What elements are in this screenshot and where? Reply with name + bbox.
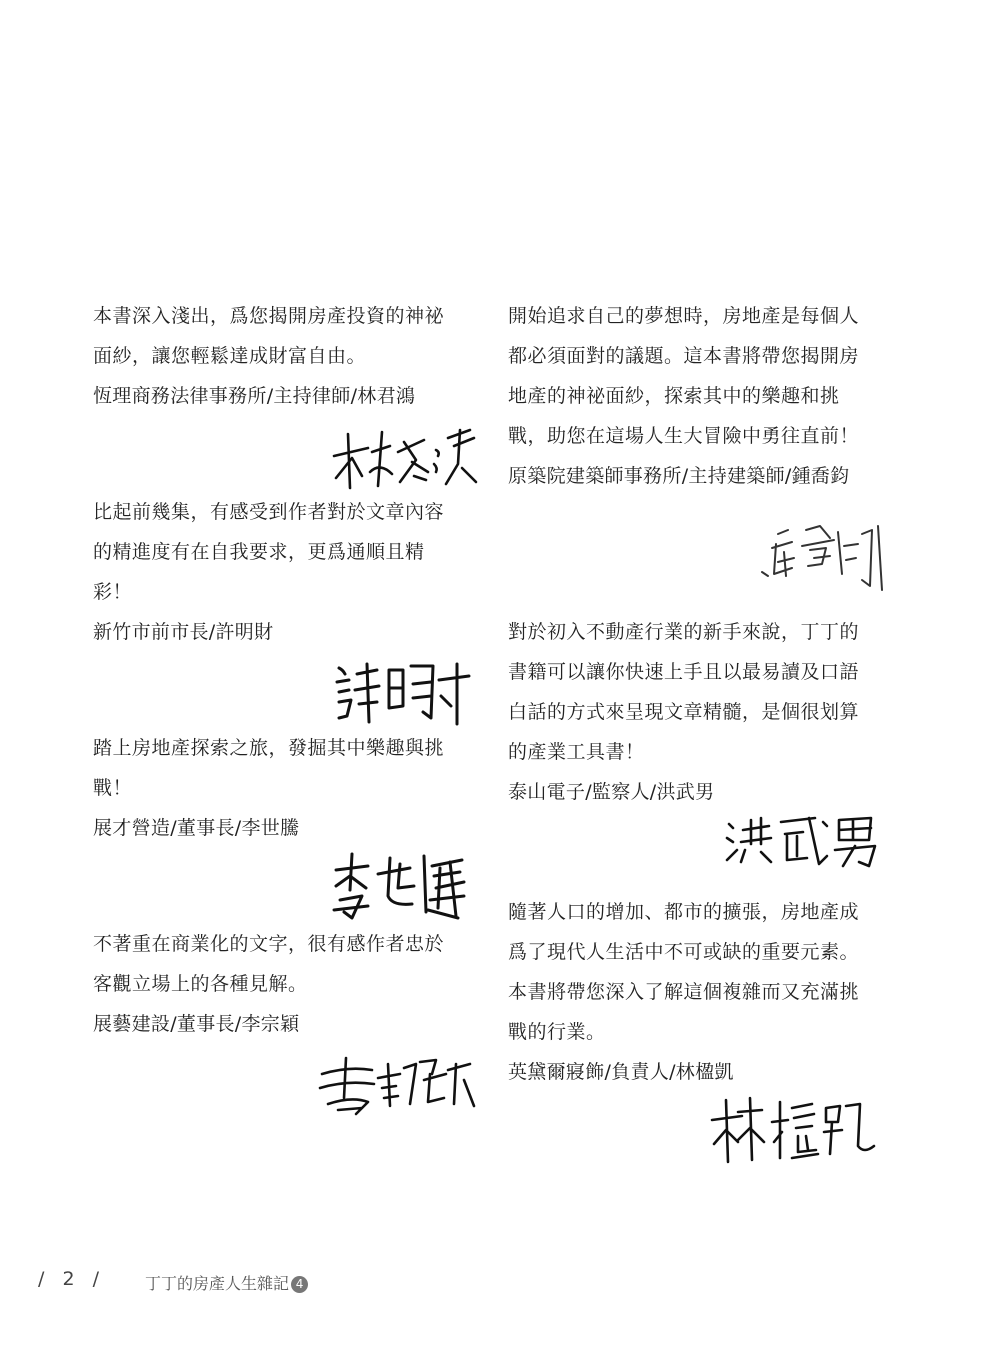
signature-xu-mingcai <box>93 652 473 728</box>
signature-li-shiteng <box>93 848 473 924</box>
signature-graphic <box>328 416 478 492</box>
endorsement-line: 戰的行業。 <box>508 1021 606 1043</box>
endorsement-line: 對於初入不動產行業的新手來說，丁丁的 <box>508 621 860 643</box>
endorsement-line: 爲了現代人生活中不可或缺的重要元素。 <box>508 941 860 963</box>
signature-graphic <box>328 848 468 924</box>
endorsement-attribution: 恆理商務法律事務所/主持律師/林君鴻 <box>93 385 416 407</box>
book-title-text: 丁丁的房產人生雜記 <box>145 1274 290 1293</box>
endorsement-line: 地產的神祕面紗，探索其中的樂趣和挑 <box>508 385 840 407</box>
endorsement-line: 書籍可以讓你快速上手且以最易讀及口語 <box>508 661 860 683</box>
signature-hong-wunan <box>508 812 888 892</box>
endorsement-line: 白話的方式來呈現文章精髓，是個很划算 <box>508 701 860 723</box>
endorsement <box>508 296 888 612</box>
page-footer <box>38 1268 304 1293</box>
endorsement-line: 本書深入淺出，爲您揭開房產投資的神祕 <box>93 305 445 327</box>
endorsement-line: 不著重在商業化的文字，很有感作者忠於 <box>93 933 445 955</box>
signature-graphic <box>758 516 888 592</box>
signature-graphic <box>708 1092 878 1168</box>
signature-li-zongying <box>93 1044 473 1120</box>
endorsement-line: 比起前幾集，有感受到作者對於文章內容 <box>93 501 445 523</box>
signature-graphic <box>318 1044 478 1120</box>
page-number: / 2 / <box>38 1268 105 1290</box>
endorsement-line: 彩！ <box>93 581 133 603</box>
endorsement-line: 踏上房地產探索之旅，發掘其中樂趣與挑 <box>93 737 445 759</box>
endorsement-attribution: 泰山電子/監察人/洪武男 <box>508 781 715 803</box>
endorsement-line: 的精進度有在自我要求，更爲通順且精 <box>93 541 425 563</box>
endorsement-line: 本書將帶您深入了解這個複雜而又充滿挑 <box>508 981 860 1003</box>
endorsement <box>93 492 473 728</box>
endorsement-line: 戰！ <box>93 777 133 799</box>
endorsement-attribution: 展才營造/董事長/李世騰 <box>93 817 300 839</box>
endorsement-line: 隨著人口的增加、都市的擴張，房地產成 <box>508 901 860 923</box>
endorsement-attribution: 新竹市前市長/許明財 <box>93 621 274 643</box>
signature-graphic <box>333 652 473 728</box>
right-column <box>508 296 888 1168</box>
signature-graphic <box>723 812 883 872</box>
volume-badge: 4 <box>291 1276 308 1293</box>
endorsement-attribution: 原築院建築師事務所/主持建築師/鍾喬鈞 <box>508 465 850 487</box>
endorsement-line: 開始追求自己的夢想時，房地產是每個人 <box>508 305 860 327</box>
endorsement <box>93 728 473 924</box>
endorsement-attribution: 展藝建設/董事長/李宗穎 <box>93 1013 300 1035</box>
signature-zhong-qiaojun <box>508 496 888 612</box>
endorsement-line: 客觀立場上的各種見解。 <box>93 973 308 995</box>
endorsement-line: 都必須面對的議題。這本書將帶您揭開房 <box>508 345 860 367</box>
left-column <box>93 296 473 1120</box>
book-title <box>145 1271 308 1294</box>
endorsement <box>508 612 888 892</box>
endorsement-line: 的產業工具書！ <box>508 741 645 763</box>
endorsement-line: 面紗，讓您輕鬆達成財富自由。 <box>93 345 367 367</box>
endorsement <box>508 892 888 1168</box>
endorsement <box>93 296 473 492</box>
signature-lin-junhong <box>93 416 473 492</box>
signature-lin-yingkai <box>508 1092 888 1168</box>
endorsement-line: 戰，助您在這場人生大冒險中勇往直前！ <box>508 425 860 447</box>
endorsement-attribution: 英黛爾寢飾/負責人/林楹凱 <box>508 1061 734 1083</box>
endorsement <box>93 924 473 1120</box>
